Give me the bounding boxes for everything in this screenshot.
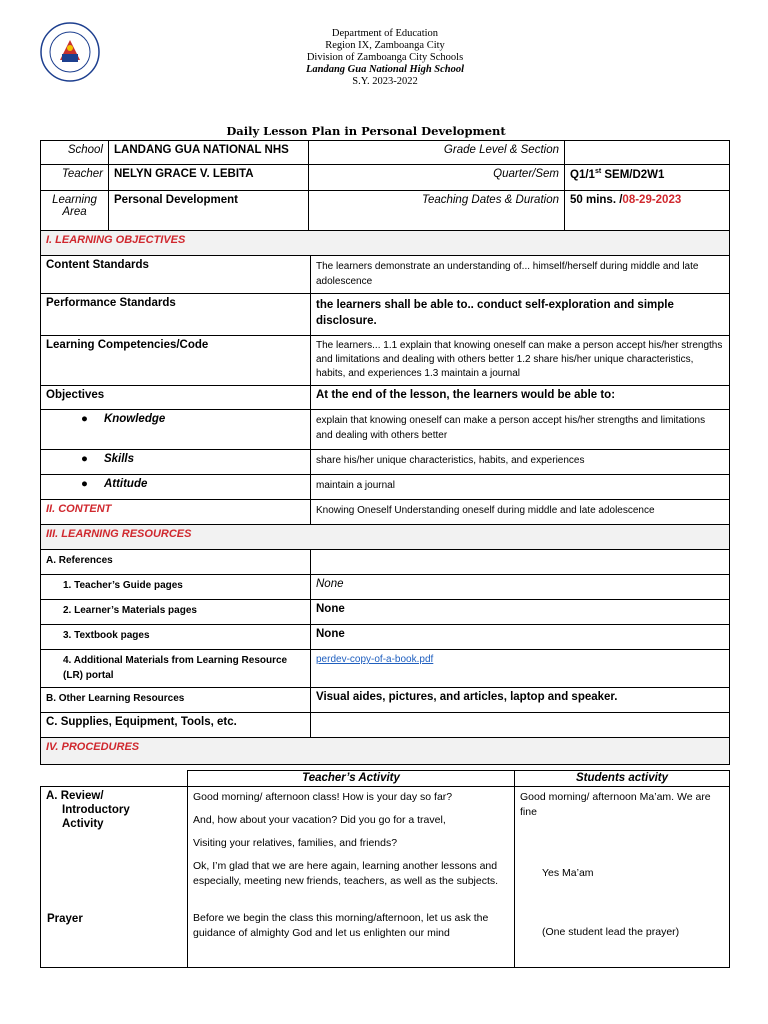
header-region: Region IX, Zamboanga City <box>325 40 445 51</box>
procedures-table <box>40 770 730 968</box>
teacher-line: Visiting your relatives, families, and friends? <box>193 837 398 849</box>
procedures-heading: IV. PROCEDURES <box>41 738 730 765</box>
teacher-label: Teacher <box>41 165 109 191</box>
header-school-year: S.Y. 2023-2022 <box>352 76 418 87</box>
skills-row: ● Skills <box>41 450 311 475</box>
competencies-value: The learners... 1.1 explain that knowing oneself can make a person accept his/her strengths and limitations and dealing with others better 1.2 share his/her unique characteristics, habits, and experiences 1.3 maintain a journal <box>311 336 730 386</box>
letterhead <box>220 28 550 88</box>
teacher-value: NELYN GRACE V. LEBITA <box>109 165 309 191</box>
performance-standards-label: Performance Standards <box>41 294 311 336</box>
other-resources-value: Visual aides, pictures, and articles, laptop and speaker. <box>311 688 730 713</box>
attitude-row: ● Attitude <box>41 475 311 500</box>
skills-value: share his/her unique characteristics, habits, and experiences <box>311 450 730 475</box>
header-school: Landang Gua National High School <box>305 64 465 75</box>
teachers-guide-label: 1. Teacher’s Guide pages <box>41 575 311 600</box>
objectives-label: Objectives <box>41 386 311 410</box>
review-label-cell: A. Review/ Introductory Activity Prayer <box>41 787 188 968</box>
attitude-value: maintain a journal <box>311 475 730 500</box>
student-activity-cell <box>515 787 730 968</box>
bullet-icon: ● <box>81 478 88 490</box>
prayer-label: Prayer <box>47 913 83 925</box>
grade-label: Grade Level & Section <box>309 141 565 165</box>
info-table <box>40 140 730 231</box>
content-standards-label: Content Standards <box>41 256 311 294</box>
bullet-icon: ● <box>81 413 88 425</box>
knowledge-value: explain that knowing oneself can make a person accept his/her strengths and limitations and dealing with others better <box>311 410 730 450</box>
content-heading: II. CONTENT <box>41 500 311 525</box>
textbook-value: None <box>311 625 730 650</box>
additional-materials-label: 4. Additional Materials from Learning Resource (LR) portal <box>41 650 311 688</box>
page-title: Daily Lesson Plan in Personal Development <box>226 124 506 138</box>
objectives-heading: I. LEARNING OBJECTIVES <box>41 231 730 256</box>
student-line: (One student lead the prayer) <box>542 926 680 938</box>
teacher-activity-cell <box>188 787 515 968</box>
competencies-label: Learning Competencies/Code <box>41 336 311 386</box>
other-resources-label: B. Other Learning Resources <box>41 688 311 713</box>
supplies-label: C. Supplies, Equipment, Tools, etc. <box>41 713 311 738</box>
learners-materials-label: 2. Learner’s Materials pages <box>41 600 311 625</box>
area-label: Learning Area <box>41 191 109 231</box>
learners-materials-value: None <box>311 600 730 625</box>
textbook-label: 3. Textbook pages <box>41 625 311 650</box>
student-line: Yes Ma’am <box>542 867 594 879</box>
dates-value: 50 mins. /08-29-2023 <box>565 191 730 231</box>
supplies-value <box>311 713 730 738</box>
deped-seal-logo <box>40 22 100 82</box>
content-value: Knowing Oneself Understanding oneself during middle and late adolescence <box>311 500 730 525</box>
teacher-line: Ok, I’m glad that we are here again, learning another lessons and especially, meeting new friends, teachers, as well as the subjects. <box>193 860 499 887</box>
resources-heading: III. LEARNING RESOURCES <box>41 525 730 550</box>
student-line: Good morning/ afternoon Ma’am. We are fine <box>520 791 711 818</box>
school-value: LANDANG GUA NATIONAL NHS <box>109 141 309 165</box>
school-label: School <box>41 141 109 165</box>
teacher-activity-header: Teacher’s Activity <box>188 771 515 787</box>
knowledge-row: ● Knowledge <box>41 410 311 450</box>
dates-label: Teaching Dates & Duration <box>309 191 565 231</box>
performance-standards-value: the learners shall be able to.. conduct self-exploration and simple disclosure. <box>311 294 730 336</box>
teachers-guide-value: None <box>311 575 730 600</box>
additional-materials-link[interactable]: perdev-copy-of-a-book.pdf <box>316 654 434 665</box>
header-department: Department of Education <box>331 28 439 39</box>
objectives-value: At the end of the lesson, the learners would be able to: <box>311 386 730 410</box>
quarter-label: Quarter/Sem <box>309 165 565 191</box>
references-label: A. References <box>41 550 311 575</box>
teacher-line: Good morning/ afternoon class! How is your day so far? <box>193 791 453 803</box>
teacher-line: Before we begin the class this morning/afternoon, let us ask the guidance of almighty God and let us enlighten our mind <box>193 912 489 939</box>
quarter-value: Q1/1st SEM/D2W1 <box>565 165 730 191</box>
student-activity-header: Students activity <box>515 771 730 787</box>
bullet-icon: ● <box>81 453 88 465</box>
header-division: Division of Zamboanga City Schools <box>306 52 464 63</box>
lesson-table <box>40 230 730 765</box>
area-value: Personal Development <box>109 191 309 231</box>
teacher-line: And, how about your vacation? Did you go for a travel, <box>193 814 446 826</box>
content-standards-value: The learners demonstrate an understanding of... himself/herself during middle and late adolescence <box>311 256 730 294</box>
grade-value <box>565 141 730 165</box>
